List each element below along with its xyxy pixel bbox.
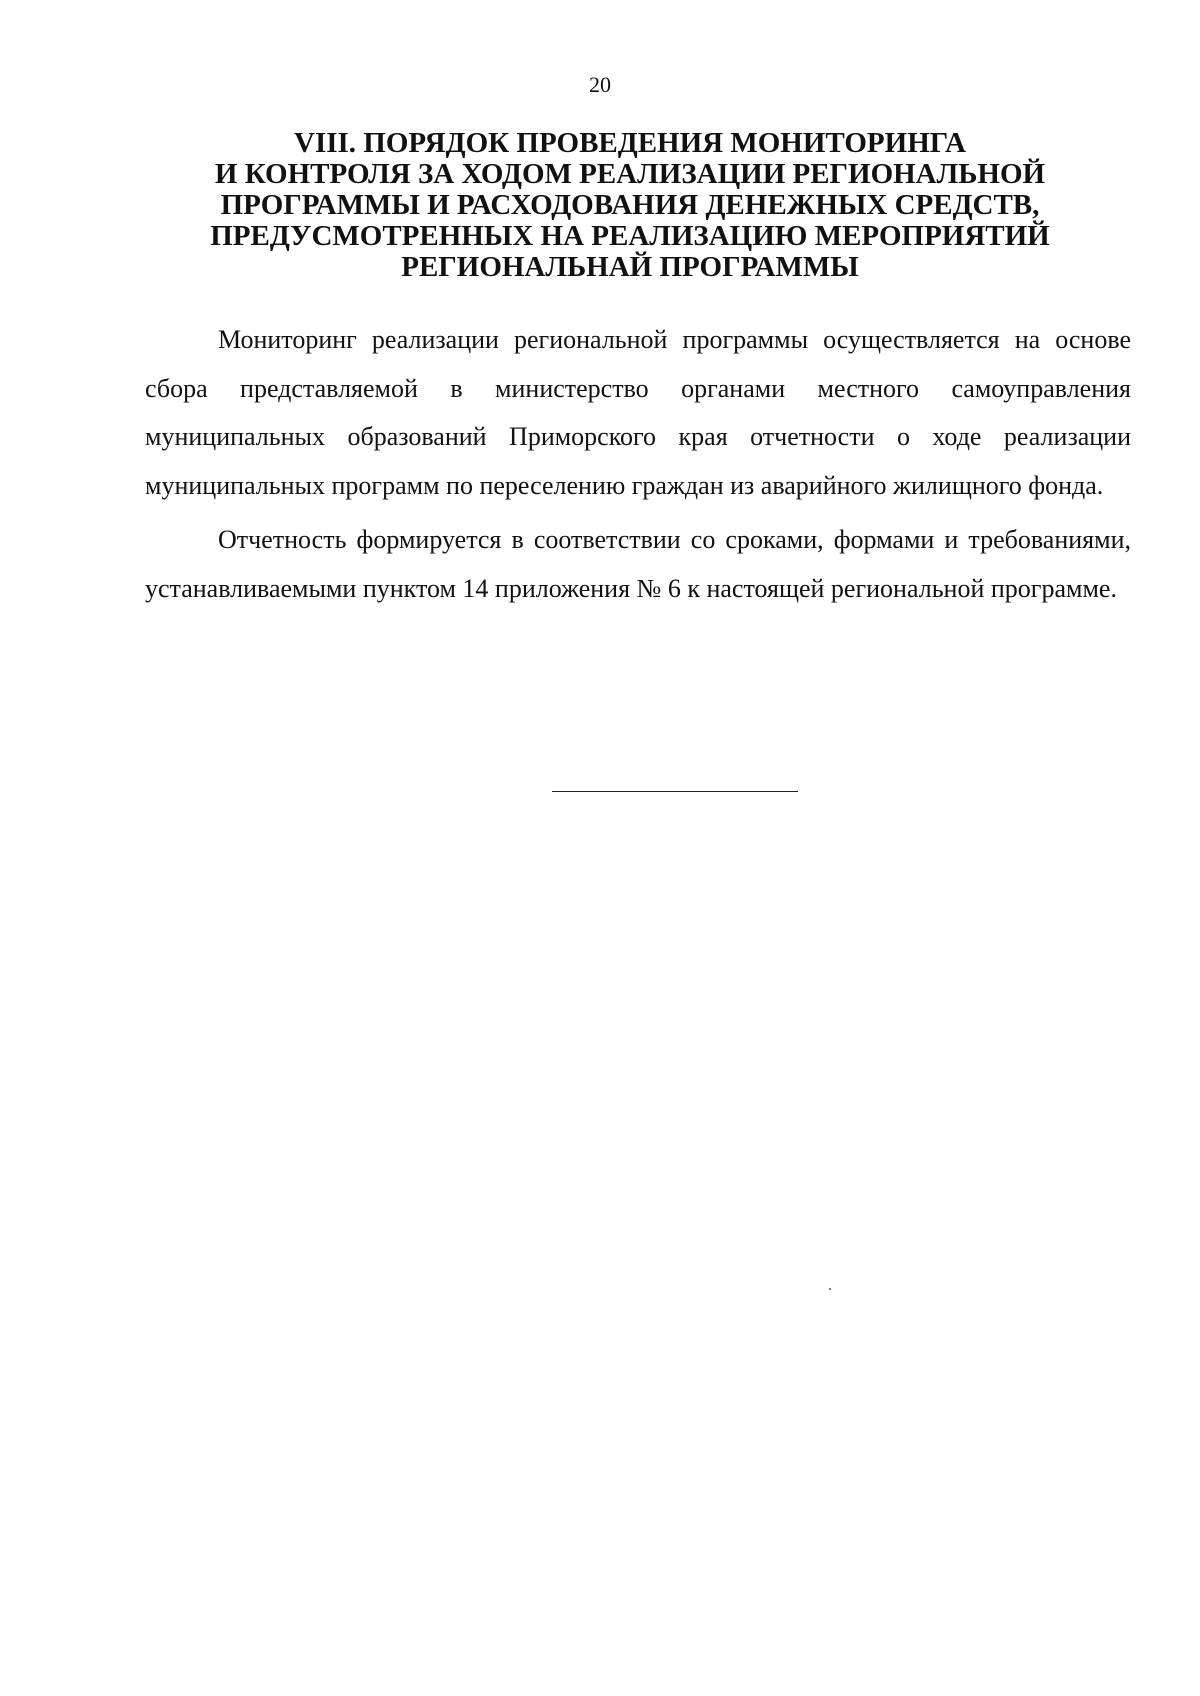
heading-line: ПРОГРАММЫ И РАСХОДОВАНИЯ ДЕНЕЖНЫХ СРЕДСТВ, (220, 189, 1040, 221)
page-number: 20 (589, 72, 611, 97)
heading-line: ПРЕДУСМОТРЕННЫХ НА РЕАЛИЗАЦИЮ МЕРОПРИЯТИЙ (210, 220, 1050, 252)
monitoring-paragraph: Мониторинг реализации региональной программы осуществляется на основе сбора представляемой в министерство органами местного самоуправления муниципальных образований Приморского края отчетности о ходе реализации муниципальных программ по переселению граждан из аварийного жилищного фонда. (145, 325, 1131, 500)
heading-line: VIII. ПОРЯДОК ПРОВЕДЕНИЯ МОНИТОРИНГА (294, 127, 966, 159)
heading-line: РЕГИОНАЛЬНАЙ ПРОГРАММЫ (401, 251, 859, 283)
scan-speck (829, 1288, 831, 1290)
section-heading (130, 128, 1130, 283)
end-rule (552, 791, 798, 792)
body-text (145, 316, 1131, 613)
reporting-paragraph: Отчетность формируется в соответствии со сроками, формами и требованиями, устанавливаемыми пунктом 14 приложения № 6 к настоящей региональной программе. (145, 525, 1131, 603)
heading-line: И КОНТРОЛЯ ЗА ХОДОМ РЕАЛИЗАЦИИ РЕГИОНАЛЬНОЙ (214, 158, 1046, 190)
